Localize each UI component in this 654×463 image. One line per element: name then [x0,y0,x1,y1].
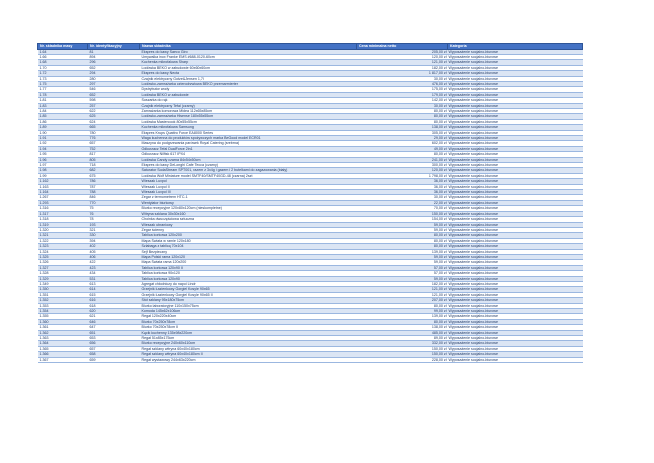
cell-item-name: Saturator SodaStream SPT001, razem z 3x4g i gazem i 2 butelkami do zagazowania (biały) [140,168,357,173]
cell-min-price: 182,00 zł [357,281,448,286]
cell-asset-number: 1.95 [38,152,88,157]
cell-id-number: 294 [88,71,140,76]
cell-category: Wyposażenie socjalno-biurowe [448,125,583,130]
cell-category: Wyposażenie socjalno-biurowe [448,87,583,92]
cell-id-number: 546 [88,87,140,92]
cell-item-name: Tablica korkowa 90x120 [140,271,357,276]
cell-min-price: 80,00 zł [357,114,448,119]
cell-item-name: Lodówka Candy czarna 84x54x50cm [140,157,357,162]
cell-item-name: Stół szklany 95x180x75cm [140,298,357,303]
cell-asset-number: 1.86 [38,119,88,124]
cell-id-number: 652 [88,65,140,70]
cell-item-name: Lodówka BEKO w zabudowie 60x60x60cm [140,65,357,70]
cell-asset-number: 1.267 [38,195,88,200]
cell-min-price: 99,00 zł [357,309,448,314]
cell-asset-number: 1.64 [38,49,88,54]
cell-item-name: Mapa Polski rama 120x120 [140,254,357,259]
cell-min-price: 179,00 zł [357,92,448,97]
cell-id-number: 257 [88,103,140,108]
cell-item-name: Lodówko-zamrażarka Hisense 180x55x55cm [140,114,357,119]
cell-asset-number: 1.99 [38,173,88,178]
cell-id-number: 620 [88,309,140,314]
cell-min-price: 80,00 zł [357,119,448,124]
cell-item-name: Agregat chłodniczy do napoi Lindr [140,281,357,286]
cell-category: Wyposażenie socjalno-biurowe [448,130,583,135]
cell-item-name: Ekspres do kawy DeLonghi Cafe Tecca (czarny) [140,163,357,168]
cell-id-number: 297 [88,81,140,86]
cell-min-price: 485,00 zł [357,330,448,335]
cell-item-name: Biurko 70x250x78cm II [140,325,357,330]
cell-asset-number: 1.98 [38,168,88,173]
cell-min-price: 89,00 zł [357,336,448,341]
cell-category: Wyposażenie socjalno-biurowe [448,190,583,195]
cell-item-name: Wieszak Luxpol [140,179,357,184]
cell-id-number: 770 [88,200,140,205]
cell-id-number: 647 [88,325,140,330]
cell-min-price: 49,00 zł [357,146,448,151]
cell-asset-number: 1.68 [38,60,88,65]
cell-category: Wyposażenie socjalno-biurowe [448,341,583,346]
cell-category: Wyposażenie socjalno-biurowe [448,119,583,124]
cell-id-number: 894 [88,54,140,59]
cell-asset-number: 1.324 [38,249,88,254]
cell-asset-number: 1.72 [38,71,88,76]
assets-table [37,43,583,363]
cell-min-price: 182,00 zł [357,65,448,70]
cell-asset-number: 1.322 [38,238,88,243]
cell-id-number: 653 [88,336,140,341]
cell-asset-number: 1.354 [38,309,88,314]
cell-min-price: 476,00 zł [357,81,448,86]
cell-asset-number: 1.321 [38,233,88,238]
cell-min-price: 1 817,00 zł [357,71,448,76]
table-body [38,49,583,363]
cell-item-name: Choinka dwuczęściowa sztuczna [140,217,357,222]
cell-asset-number: 1.350 [38,287,88,292]
cell-asset-number: 1.364 [38,341,88,346]
cell-category: Wyposażenie socjalno-biurowe [448,195,583,200]
cell-category: Wyposażenie socjalno-biurowe [448,92,583,97]
cell-asset-number: 1.327 [38,265,88,270]
cell-id-number: 598 [88,98,140,103]
cell-category: Wyposażenie socjalno-biurowe [448,357,583,362]
cell-min-price: 59,00 zł [357,222,448,227]
cell-category: Wyposażenie socjalno-biurowe [448,265,583,270]
cell-id-number: 330 [88,233,140,238]
cell-asset-number: 1.66 [38,54,88,59]
cell-asset-number: 1.97 [38,163,88,168]
cell-min-price: 80,00 zł [357,244,448,249]
cell-id-number: 321 [88,227,140,232]
cell-asset-number: 1.73 [38,76,88,81]
cell-category: Wyposażenie socjalno-biurowe [448,71,583,76]
cell-category: Wyposażenie socjalno-biurowe [448,146,583,151]
cell-item-name: Witryna szklana 30x30x160 [140,211,357,216]
cell-item-name: Kuchenka mikrofalowa Sharp [140,60,357,65]
cell-item-name: Biurko recepcyjne 240x60x110cm [140,341,357,346]
cell-asset-number: 1.84 [38,108,88,113]
cell-min-price: 30,00 zł [357,103,448,108]
cell-id-number: 618 [88,303,140,308]
cell-category: Wyposażenie socjalno-biurowe [448,217,583,222]
cell-item-name: Wentylator biurkowy [140,200,357,205]
spreadsheet [37,43,582,363]
cell-asset-number: 1.326 [38,260,88,265]
cell-category: Wyposażenie socjalno-biurowe [448,157,583,162]
cell-category: Wyposażenie socjalno-biurowe [448,163,583,168]
cell-category: Wyposażenie socjalno-biurowe [448,152,583,157]
cell-id-number: 659 [88,357,140,362]
cell-item-name: Zegar z termometrem HTC-1 [140,195,357,200]
cell-asset-number: 1.355 [38,314,88,319]
cell-item-name: Regał szklany witryna 60x40x180cm II [140,352,357,357]
cell-min-price: 121,00 zł [357,292,448,297]
cell-asset-number: 1.349 [38,281,88,286]
cell-id-number: 531 [88,276,140,281]
header-item-name[interactable]: Nazwa składnika [140,44,357,50]
cell-min-price: 332,00 zł [357,341,448,346]
cell-category: Wyposażenie socjalno-biurowe [448,179,583,184]
cell-min-price: 36,00 zł [357,184,448,189]
cell-min-price: 120,00 zł [357,54,448,59]
cell-category: Wyposażenie socjalno-biurowe [448,276,583,281]
cell-category: Wyposażenie socjalno-biurowe [448,319,583,324]
cell-id-number: 652 [88,92,140,97]
cell-min-price: 207,00 zł [357,298,448,303]
cell-category: Wyposażenie socjalno-biurowe [448,281,583,286]
cell-asset-number: 1.316 [38,206,88,211]
cell-id-number: 405 [88,249,140,254]
cell-min-price: 30,00 zł [357,195,448,200]
cell-item-name: Regał 120x220x40cm [140,314,357,319]
cell-min-price: 602,00 zł [357,141,448,146]
cell-min-price: 80,00 zł [357,152,448,157]
cell-item-name: Biurko 70x250x78cm [140,319,357,324]
cell-min-price: 121,00 zł [357,287,448,292]
cell-id-number: 646 [88,319,140,324]
cell-min-price: 59,00 zł [357,276,448,281]
cell-asset-number: 1.361 [38,325,88,330]
cell-asset-number: 1.351 [38,292,88,297]
cell-asset-number: 1.96 [38,157,88,162]
cell-category: Wyposażenie socjalno-biurowe [448,314,583,319]
cell-id-number: 776 [88,136,140,141]
table-row[interactable] [38,357,583,362]
cell-min-price: 138,00 zł [357,125,448,130]
cell-id-number: 434 [88,271,140,276]
cell-id-number: 752 [88,146,140,151]
cell-min-price: 138,00 zł [357,325,448,330]
cell-category: Wyposażenie socjalno-biurowe [448,168,583,173]
cell-id-number: 423 [88,265,140,270]
cell-min-price: 36,00 zł [357,190,448,195]
cell-item-name: Tablica korkowa 120x90 [140,276,357,281]
cell-min-price: 80,00 zł [357,108,448,113]
cell-asset-number: 1.360 [38,319,88,324]
cell-category: Wyposażenie socjalno-biurowe [448,287,583,292]
cell-category: Wyposażenie socjalno-biurowe [448,49,583,54]
cell-category: Wyposażenie socjalno-biurowe [448,303,583,308]
cell-category: Wyposażenie socjalno-biurowe [448,65,583,70]
header-id-number[interactable]: Nr. identyfikacyjny [88,44,140,50]
cell-category: Wyposażenie socjalno-biurowe [448,330,583,335]
cell-item-name: Lodówka BEKO w zabudowie [140,92,357,97]
cell-category: Wyposażenie socjalno-biurowe [448,81,583,86]
cell-item-name: Czajnik elektryczny Tefal (czarny) [140,103,357,108]
cell-id-number: 621 [88,314,140,319]
cell-id-number: 675 [88,173,140,178]
cell-item-name: Kącik kuchenny 135x98x220cm [140,330,357,335]
cell-min-price: 150,00 zł [357,352,448,357]
cell-id-number: 280 [88,76,140,81]
cell-asset-number: 1.328 [38,271,88,276]
cell-category: Wyposażenie socjalno-biurowe [448,173,583,178]
header-min-price[interactable]: Cena minimalna netto [357,44,448,50]
cell-id-number: 75 [88,206,140,211]
cell-min-price: 59,00 zł [357,227,448,232]
cell-min-price: 120,00 zł [357,168,448,173]
cell-asset-number: 1.362 [38,330,88,335]
cell-category: Wyposażenie socjalno-biurowe [448,254,583,259]
cell-asset-number: 1.70 [38,65,88,70]
cell-category: Wyposażenie socjalno-biurowe [448,103,583,108]
cell-id-number: 616 [88,298,140,303]
cell-item-name: Wieszak ubraniowy [140,222,357,227]
cell-id-number: 846 [88,195,140,200]
cell-item-name: Biurko laboratoryjne 110x150x75cm [140,303,357,308]
cell-category: Wyposażenie socjalno-biurowe [448,233,583,238]
cell-item-name: Ekspres do kawy Saeco Giro [140,49,357,54]
cell-id-number: 718 [88,163,140,168]
cell-min-price: 121,00 zł [357,60,448,65]
cell-min-price: 1 798,00 zł [357,173,448,178]
cell-asset-number: 1.318 [38,217,88,222]
cell-item-name: Ekspres do kawy Necta [140,71,357,76]
cell-min-price: 139,00 zł [357,314,448,319]
cell-category: Wyposażenie socjalno-biurowe [448,136,583,141]
cell-id-number: 615 [88,292,140,297]
cell-min-price: 59,00 zł [357,260,448,265]
cell-id-number: 406 [88,254,140,259]
cell-item-name: Zamrażarka komorowa Midea 112x65x85cm [140,108,357,113]
cell-id-number: 296 [88,60,140,65]
cell-asset-number: 1.78 [38,92,88,97]
cell-item-name: Regał wystawowy 244x63x220cm [140,357,357,362]
cell-min-price: 80,00 zł [357,303,448,308]
cell-asset-number: 1.81 [38,98,88,103]
cell-asset-number: 1.94 [38,146,88,151]
cell-asset-number: 1.293 [38,200,88,205]
cell-min-price: 300,00 zł [357,163,448,168]
cell-asset-number: 1.366 [38,352,88,357]
cell-category: Wyposażenie socjalno-biurowe [448,292,583,297]
cell-category: Wyposażenie socjalno-biurowe [448,309,583,314]
cell-min-price: 70,00 zł [357,206,448,211]
cell-min-price: 205,00 zł [357,49,448,54]
cell-min-price: 80,00 zł [357,238,448,243]
cell-min-price: 30,00 zł [357,76,448,81]
cell-id-number: 624 [88,119,140,124]
cell-asset-number: 1.323 [38,244,88,249]
cell-min-price: 22,00 zł [357,200,448,205]
cell-min-price: 142,00 zł [357,98,448,103]
cell-asset-number: 1.162 [38,179,88,184]
cell-category: Wyposażenie socjalno-biurowe [448,352,583,357]
cell-category: Wyposażenie socjalno-biurowe [448,76,583,81]
cell-asset-number: 1.365 [38,346,88,351]
cell-asset-number: 1.353 [38,303,88,308]
cell-id-number: 658 [88,352,140,357]
cell-item-name: Szlabaga z tablicą 70x104 [140,244,357,249]
cell-item-name: Odkurzacz Nilfisk 617 IPX4 [140,152,357,157]
cell-min-price: 150,00 zł [357,346,448,351]
cell-id-number: 81 [88,49,140,54]
cell-id-number: 622 [88,108,140,113]
cell-asset-number: 1.352 [38,298,88,303]
cell-category: Wyposażenie socjalno-biurowe [448,114,583,119]
cell-item-name: Czajnik elektryczny Gotze&Jensen 1,7l [140,76,357,81]
cell-asset-number: 1.164 [38,190,88,195]
cell-item-name: Mapa Świata rama 120x200 [140,260,357,265]
cell-id-number: 665 [88,125,140,130]
cell-min-price: 241,00 zł [357,157,448,162]
cell-min-price: 139,00 zł [357,249,448,254]
cell-id-number: 394 [88,238,140,243]
cell-item-name: Waga kuchenna do produktów spożywczych marka BeGood model ECR01 [140,136,357,141]
cell-item-name: Lodówka Mastercook 80x55x55cm [140,119,357,124]
cell-asset-number: 1.85 [38,114,88,119]
cell-asset-number: 1.325 [38,254,88,259]
cell-asset-number: 1.75 [38,81,88,86]
cell-asset-number: 1.91 [38,136,88,141]
cell-min-price: 29,00 zł [357,136,448,141]
cell-category: Wyposażenie socjalno-biurowe [448,260,583,265]
cell-asset-number: 1.83 [38,103,88,108]
cell-id-number: 193 [88,222,140,227]
cell-item-name: Dystrybutor wody [140,87,357,92]
cell-category: Wyposażenie socjalno-biurowe [448,200,583,205]
cell-asset-number: 1.317 [38,211,88,216]
cell-item-name: Tablica korkowa 120x90 II [140,265,357,270]
cell-category: Wyposażenie socjalno-biurowe [448,325,583,330]
cell-item-name: Zegar ścienny [140,227,357,232]
cell-asset-number: 1.89 [38,125,88,130]
cell-category: Wyposażenie socjalno-biurowe [448,206,583,211]
cell-id-number: 788 [88,190,140,195]
cell-category: Wyposażenie socjalno-biurowe [448,227,583,232]
cell-item-name: Tablica korkowa 120x200 [140,233,357,238]
cell-item-name: Komoda 145x62x106cm [140,309,357,314]
cell-category: Wyposażenie socjalno-biurowe [448,238,583,243]
header-category[interactable]: Kategoria [448,44,583,50]
cell-asset-number: 1.90 [38,130,88,135]
cell-category: Wyposażenie socjalno-biurowe [448,244,583,249]
cell-min-price: 154,00 zł [357,217,448,222]
cell-category: Wyposażenie socjalno-biurowe [448,54,583,59]
cell-id-number: 613 [88,281,140,286]
cell-item-name: Lodówko-zamrażarka czterodrzwiowa BEKO przemarmierter [140,81,357,86]
cell-category: Wyposażenie socjalno-biurowe [448,60,583,65]
cell-item-name: Wieszak Luxpol II [140,184,357,189]
cell-category: Wyposażenie socjalno-biurowe [448,298,583,303]
cell-item-name: Maszyna do podgrzewania parówek Royal Catering (srebrna) [140,141,357,146]
cell-min-price: 36,00 zł [357,179,448,184]
cell-category: Wyposażenie socjalno-biurowe [448,141,583,146]
cell-id-number: 657 [88,141,140,146]
cell-item-name: Sejf Bezpieczny [140,249,357,254]
cell-item-name: Odkurzacz Tefal DualForce 2in1 [140,146,357,151]
cell-min-price: 228,00 zł [357,357,448,362]
cell-asset-number: 1.363 [38,336,88,341]
cell-category: Wyposażenie socjalno-biurowe [448,108,583,113]
cell-id-number: 682 [88,168,140,173]
cell-item-name: Mapa Świata w ramie 120x180 [140,238,357,243]
cell-category: Wyposażenie socjalno-biurowe [448,271,583,276]
cell-item-name: Wieszak Luxpol III [140,190,357,195]
cell-id-number: 657 [88,346,140,351]
cell-id-number: 651 [88,330,140,335]
cell-min-price: 150,00 zł [357,211,448,216]
cell-asset-number: 1.92 [38,141,88,146]
cell-id-number: 422 [88,260,140,265]
cell-category: Wyposażenie socjalno-biurowe [448,249,583,254]
cell-asset-number: 1.320 [38,227,88,232]
cell-id-number: 656 [88,341,140,346]
cell-item-name: Ekspres Krups Quattro Force EA8000 Series [140,130,357,135]
cell-asset-number: 1.163 [38,184,88,189]
cell-min-price: 57,00 zł [357,265,448,270]
cell-asset-number: 1.77 [38,87,88,92]
cell-id-number: 786 [88,179,140,184]
cell-min-price: 80,00 zł [357,319,448,324]
cell-asset-number: 1.319 [38,222,88,227]
cell-category: Wyposażenie socjalno-biurowe [448,211,583,216]
cell-id-number: 614 [88,287,140,292]
cell-min-price: 80,00 zł [357,233,448,238]
cell-min-price: 175,00 zł [357,87,448,92]
cell-min-price: 57,00 zł [357,271,448,276]
cell-category: Wyposażenie socjalno-biurowe [448,184,583,189]
cell-asset-number: 1.329 [38,276,88,281]
header-asset-number[interactable]: Nr. składnika masy [38,44,88,50]
cell-category: Wyposażenie socjalno-biurowe [448,98,583,103]
cell-category: Wyposażenie socjalno-biurowe [448,222,583,227]
cell-item-name: Regał szklany witryna 60x40x180cm [140,346,357,351]
cell-id-number: 76 [88,211,140,216]
cell-asset-number: 1.367 [38,357,88,362]
cell-item-name: Lodówka Wolf Miniature model SMTF40/SMTF40GD-48 (czarna) 2szt [140,173,357,178]
cell-id-number: 780 [88,130,140,135]
cell-item-name: Umywalka inox Franke EMS #688-0120-60cm [140,54,357,59]
cell-item-name: Kuchenka mikrofalowa Samsung [140,125,357,130]
cell-category: Wyposażenie socjalno-biurowe [448,346,583,351]
cell-min-price: 59,00 zł [357,254,448,259]
cell-item-name: Suszarka do rąk [140,98,357,103]
cell-id-number: 805 [88,157,140,162]
cell-item-name: Grzejnik Łazienkowy Gorgiel Kosyle 90x65 II [140,292,357,297]
cell-id-number: 817 [88,152,140,157]
cell-item-name: Regał 51x85x175cm [140,336,357,341]
cell-item-name: Grzejnik Łazienkowy Gorgiel Kosyle 90x65 [140,287,357,292]
cell-id-number: 625 [88,114,140,119]
cell-id-number: 402 [88,244,140,249]
cell-id-number: 78 [88,217,140,222]
cell-item-name: Biurko recepcyjne 120x80x120cm (nieskompletne) [140,206,357,211]
cell-category: Wyposażenie socjalno-biurowe [448,336,583,341]
cell-id-number: 787 [88,184,140,189]
cell-min-price: 305,00 zł [357,130,448,135]
